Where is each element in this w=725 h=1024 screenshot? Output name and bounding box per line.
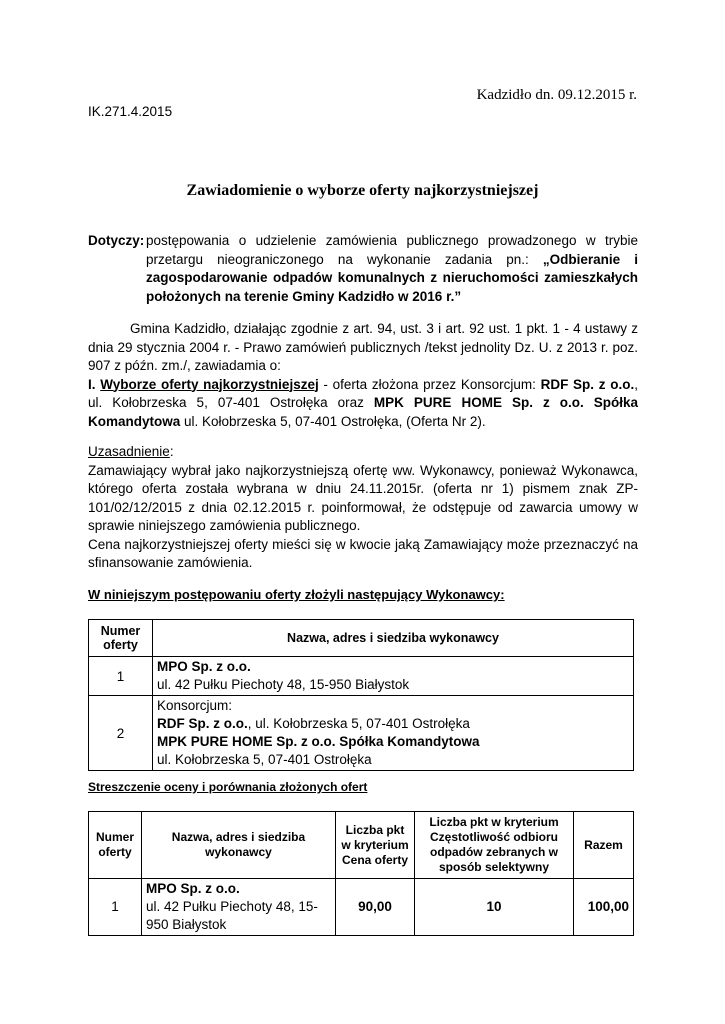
- offer-contractor-name-2: MPK PURE HOME Sp. z o.o. Spółka Komandytowa: [157, 734, 480, 749]
- decision-item-prefix: I.: [88, 376, 101, 392]
- offers-table: [88, 619, 634, 771]
- decision-company-2: MPK PURE HOME Sp. z o.o. Spółka Komandytowa: [88, 395, 638, 429]
- decision-item-heading: Wyborze oferty najkorzystniejszej: [100, 376, 319, 392]
- decision-company-1: RDF Sp. z o.o.: [540, 376, 635, 392]
- table-row: [89, 696, 634, 771]
- summary-contractor-address: ul. 42 Pułku Piechoty 48, 15-950 Białystok: [146, 899, 318, 932]
- price-points-value: 90,00: [358, 899, 392, 914]
- summary-heading: Streszczenie oceny i porównania złożonych ofert: [88, 780, 368, 794]
- reference-number: IK.271.4.2015: [88, 104, 173, 119]
- summary-price-points: [336, 879, 415, 936]
- summary-col-total: Razem: [574, 812, 634, 879]
- decision-address-1: , ul. Kołobrzeska 5, 07-401 Ostrołęka oraz: [88, 376, 638, 410]
- summary-col-number: Numer oferty: [89, 812, 142, 879]
- offer-contractor-name: MPO Sp. z o.o.: [157, 659, 251, 674]
- decision-intro: Gmina Kadzidło, działając zgodnie z art. 94, ust. 3 i art. 92 ust. 1 pkt. 1 - 4 ustawy z dnia 29 stycznia 2004 r. - Prawo zamówień publicznych /tekst jednolity Dz. U. z 2013 r. poz. 907 z późn. zm./, zawiadamia o:: [88, 321, 638, 373]
- offer-contractor-prefix: Konsorcjum:: [157, 698, 233, 713]
- table-row: [89, 657, 634, 696]
- offer-contractor-address: , ul. Kołobrzeska 5, 07-401 Ostrołęka: [247, 716, 470, 731]
- offer-contractor-name: RDF Sp. z o.o.: [157, 716, 248, 731]
- offer-contractor-address-2: ul. Kołobrzeska 5, 07-401 Ostrołęka: [157, 752, 372, 767]
- justification-colon: :: [169, 444, 174, 459]
- offer-number: 2: [89, 696, 153, 771]
- total-value: 100,00: [587, 899, 629, 914]
- decision-address-2: ul. Kołobrzeska 5, 07-401 Ostrołęka, (Oferta Nr 2).: [180, 413, 486, 429]
- subject-block: [88, 232, 638, 306]
- justification-heading: Uzasadnienie: [88, 444, 170, 459]
- date-line: Kadzidło dn. 09.12.2015 r.: [476, 87, 637, 103]
- subject-text: [146, 232, 638, 306]
- offers-col-number: Numer oferty: [89, 620, 153, 657]
- offer-contractor: [153, 657, 634, 696]
- justification-paragraph: [88, 443, 638, 573]
- summary-table-header: [89, 812, 634, 879]
- offer-contractor: [153, 696, 634, 771]
- offer-contractor-address: ul. 42 Pułku Piechoty 48, 15-950 Białystok: [157, 677, 410, 692]
- offer-number: 1: [89, 657, 153, 696]
- summary-col-name: Nazwa, adres i siedziba wykonawcy: [142, 812, 336, 879]
- summary-total: [574, 879, 634, 936]
- summary-col-frequency: Liczba pkt w kryterium Częstotliwość odbioru odpadów zebranych w sposób selektywny: [415, 812, 574, 879]
- offers-table-header: [89, 620, 634, 657]
- summary-contractor: [142, 879, 336, 936]
- justification-text-1: Zamawiający wybrał jako najkorzystniejszą ofertę ww. Wykonawcy, ponieważ Wykonawca, którego oferta została wybrana w dniu 24.11.2015r. (oferta nr 1) pismem znak ZP-101/02/12/2015 z dnia 02.12.2015 r. poinformował, że odstępuje od zawarcia umowy w sprawie niniejszego zamówienia publicznego.: [88, 462, 638, 533]
- document-title: Zawiadomienie o wyborze oferty najkorzystniejszej: [186, 182, 539, 199]
- decision-paragraph: [88, 320, 638, 431]
- offers-heading: W niniejszym postępowaniu oferty złożyli następujący Wykonawcy:: [88, 587, 505, 602]
- subject-task-name: „Odbieranie i zagospodarowanie odpadów komunalnych z nieruchomości zamieszkałych położonych na terenie Gminy Kadzidło w 2016 r.”: [146, 251, 639, 304]
- table-row: [89, 879, 634, 936]
- subject-text-plain: postępowania o udzielenie zamówienia publicznego prowadzonego w trybie przetargu nieograniczonego na wykonanie zadania pn.:: [146, 233, 638, 267]
- frequency-points-value: 10: [486, 899, 502, 914]
- summary-number: 1: [89, 879, 142, 936]
- decision-item-mid: - oferta złożona przez Konsorcjum:: [318, 376, 541, 392]
- summary-table: [88, 811, 634, 936]
- summary-frequency-points: [415, 879, 574, 936]
- summary-contractor-name: MPO Sp. z o.o.: [146, 881, 240, 896]
- summary-col-price: Liczba pkt w kryterium Cena oferty: [336, 812, 415, 879]
- justification-text-2: Cena najkorzystniejszej oferty mieści się w kwocie jaką Zamawiający może przeznaczyć na sfinansowanie zamówienia.: [88, 536, 638, 570]
- offers-col-name: Nazwa, adres i siedziba wykonawcy: [153, 620, 634, 657]
- subject-label: Dotyczy:: [88, 233, 145, 248]
